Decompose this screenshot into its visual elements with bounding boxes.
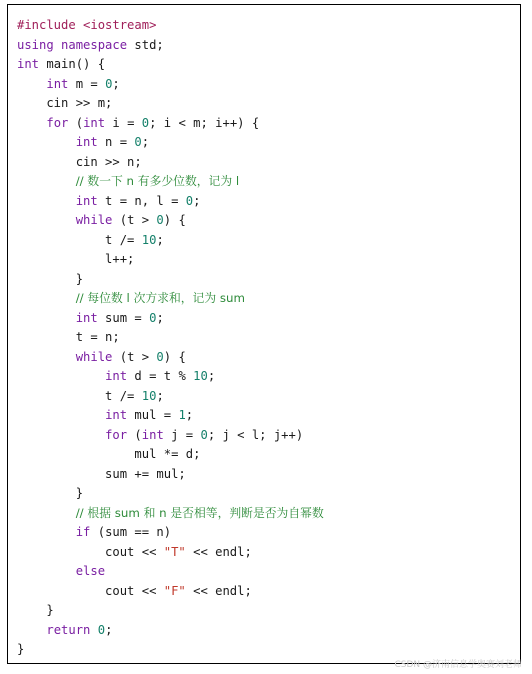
code-token-plain: } xyxy=(17,271,84,286)
code-token-plain xyxy=(17,213,76,227)
code-token-type: int xyxy=(105,369,128,383)
code-token-plain xyxy=(17,116,46,130)
code-line xyxy=(17,94,514,114)
code-token-type: int xyxy=(105,408,128,422)
code-token-plain xyxy=(17,564,76,578)
code-token-plain: cin >> n; xyxy=(17,154,142,169)
code-token-plain xyxy=(17,311,76,325)
code-token-plain xyxy=(17,135,76,149)
code-token-number: 0 xyxy=(185,193,194,208)
code-token-keyword: while xyxy=(75,349,113,364)
code-token-plain: ; xyxy=(156,388,164,403)
code-token-plain: sum += mul; xyxy=(17,466,186,481)
code-token-plain: << endl; xyxy=(185,583,252,598)
code-token-plain: d = t % xyxy=(127,369,194,383)
code-line xyxy=(17,55,514,75)
code-token-plain: ( xyxy=(68,115,84,130)
code-token-number: 0 xyxy=(156,213,164,227)
code-token-plain: ; xyxy=(207,369,216,383)
code-line xyxy=(17,231,514,251)
code-token-plain: ; xyxy=(156,232,164,247)
code-line xyxy=(17,211,514,231)
code-token-plain: ) { xyxy=(163,349,186,364)
code-token-plain: std; xyxy=(127,37,164,52)
code-token-keyword: while xyxy=(75,213,113,227)
code-token-plain xyxy=(17,369,105,383)
code-line xyxy=(17,348,514,368)
code-token-number: 0 xyxy=(97,622,106,637)
code-token-plain: } xyxy=(17,486,84,500)
code-token-type: int xyxy=(75,135,98,149)
code-token-number: 0 xyxy=(156,349,164,364)
code-token-plain: cout << xyxy=(17,544,164,559)
code-line xyxy=(17,367,514,387)
code-line xyxy=(17,192,514,212)
code-token-plain: ) { xyxy=(163,213,186,227)
code-token-string: "F" xyxy=(163,583,186,598)
code-token-plain xyxy=(54,38,61,52)
code-token-type: int xyxy=(46,76,69,91)
code-token-plain xyxy=(17,428,105,442)
code-line xyxy=(17,582,514,602)
code-line xyxy=(17,289,514,309)
code-token-type: int xyxy=(75,310,98,325)
code-token-plain: main() { xyxy=(39,57,106,71)
code-token-plain: (sum == n) xyxy=(90,525,172,539)
code-line xyxy=(17,543,514,563)
code-line xyxy=(17,601,514,621)
code-line xyxy=(17,133,514,153)
code-line xyxy=(17,153,514,173)
code-token-plain: j = xyxy=(163,427,201,442)
code-token-number: 1 xyxy=(178,408,186,422)
code-token-plain: m = xyxy=(68,76,106,91)
code-token-plain: (t > xyxy=(112,349,157,364)
code-token-plain xyxy=(17,623,46,637)
code-token-plain: cout << xyxy=(17,583,164,598)
code-line xyxy=(17,504,514,524)
code-token-plain: } xyxy=(17,642,25,656)
watermark-text: CSDN @济南信息学奥赛刘老师 xyxy=(394,660,522,670)
code-token-number: 0 xyxy=(200,427,208,442)
code-token-comment: // 根据 sum 和 n 是否相等，判断是否为自幂数 xyxy=(75,505,324,520)
code-token-number: 0 xyxy=(134,135,142,149)
code-token-keyword: if xyxy=(75,525,91,539)
code-token-plain xyxy=(17,506,76,520)
code-line xyxy=(17,270,514,290)
code-token-plain: mul = xyxy=(127,408,179,422)
code-token-plain: n = xyxy=(97,135,135,149)
code-token-plain: ; xyxy=(105,622,113,637)
code-token-plain: << endl; xyxy=(185,544,252,559)
code-token-number: 10 xyxy=(141,388,157,403)
code-token-keyword: namespace xyxy=(61,37,128,52)
code-token-number: 10 xyxy=(141,232,157,247)
code-token-comment: // 数一下 n 有多少位数，记为 l xyxy=(75,174,240,188)
code-line xyxy=(17,75,514,95)
code-token-number: 0 xyxy=(141,115,150,130)
code-token-number: 0 xyxy=(149,310,157,325)
code-line xyxy=(17,387,514,407)
code-block xyxy=(7,4,521,664)
code-line xyxy=(17,465,514,485)
code-token-string: "T" xyxy=(163,544,186,559)
code-token-type: int xyxy=(17,57,40,71)
code-token-type: int xyxy=(75,193,98,208)
code-line xyxy=(17,426,514,446)
code-line xyxy=(17,114,514,134)
code-token-number: 0 xyxy=(105,76,113,91)
code-token-plain xyxy=(17,77,46,91)
code-token-plain: l++; xyxy=(17,252,135,266)
code-token-plain: ( xyxy=(127,427,142,442)
code-token-plain xyxy=(17,194,76,208)
code-line xyxy=(17,562,514,582)
code-line xyxy=(17,621,514,641)
code-token-keyword: for xyxy=(105,427,128,442)
code-token-type: int xyxy=(141,427,164,442)
code-token-type: int xyxy=(83,115,106,130)
code-token-plain: ; xyxy=(156,310,164,325)
code-token-keyword: using xyxy=(17,37,54,52)
code-token-plain: ; j < l; j++) xyxy=(207,427,304,442)
code-token-plain xyxy=(90,623,97,637)
code-line xyxy=(17,328,514,348)
code-line xyxy=(17,36,514,56)
code-token-keyword: return xyxy=(46,622,91,637)
code-token-comment: // 每位数 l 次方求和，记为 sum xyxy=(75,291,246,305)
code-token-plain xyxy=(17,291,76,305)
code-token-plain xyxy=(17,350,76,364)
code-lines xyxy=(17,16,514,660)
code-line xyxy=(17,16,514,36)
code-token-preproc: #include <iostream> xyxy=(17,18,157,32)
code-token-plain: t /= xyxy=(17,232,142,247)
code-token-plain: t /= xyxy=(17,388,142,403)
code-line xyxy=(17,445,514,465)
code-token-plain xyxy=(17,408,105,422)
code-token-plain xyxy=(17,174,76,188)
code-token-plain: ; xyxy=(141,135,150,149)
code-line xyxy=(17,309,514,329)
code-line xyxy=(17,406,514,426)
code-token-plain: ; xyxy=(112,76,120,91)
code-token-plain: (t > xyxy=(112,213,157,227)
code-token-plain: ; xyxy=(193,193,201,208)
code-line xyxy=(17,172,514,192)
code-token-plain: cin >> m; xyxy=(17,96,113,110)
code-token-plain: sum = xyxy=(97,310,150,325)
code-token-plain xyxy=(17,525,76,539)
code-token-number: 10 xyxy=(193,369,208,383)
code-token-keyword: else xyxy=(75,564,106,578)
code-token-keyword: for xyxy=(46,115,69,130)
code-token-plain: t = n; xyxy=(17,330,120,344)
code-token-plain: ; i < m; i++) { xyxy=(149,115,260,130)
code-line xyxy=(17,523,514,543)
code-token-plain: } xyxy=(17,603,54,617)
code-token-plain: t = n, l = xyxy=(97,193,186,208)
code-line xyxy=(17,250,514,270)
code-line xyxy=(17,484,514,504)
code-token-plain: ; xyxy=(185,408,194,422)
code-token-plain: i = xyxy=(105,115,142,130)
code-token-plain: mul *= d; xyxy=(17,447,201,461)
